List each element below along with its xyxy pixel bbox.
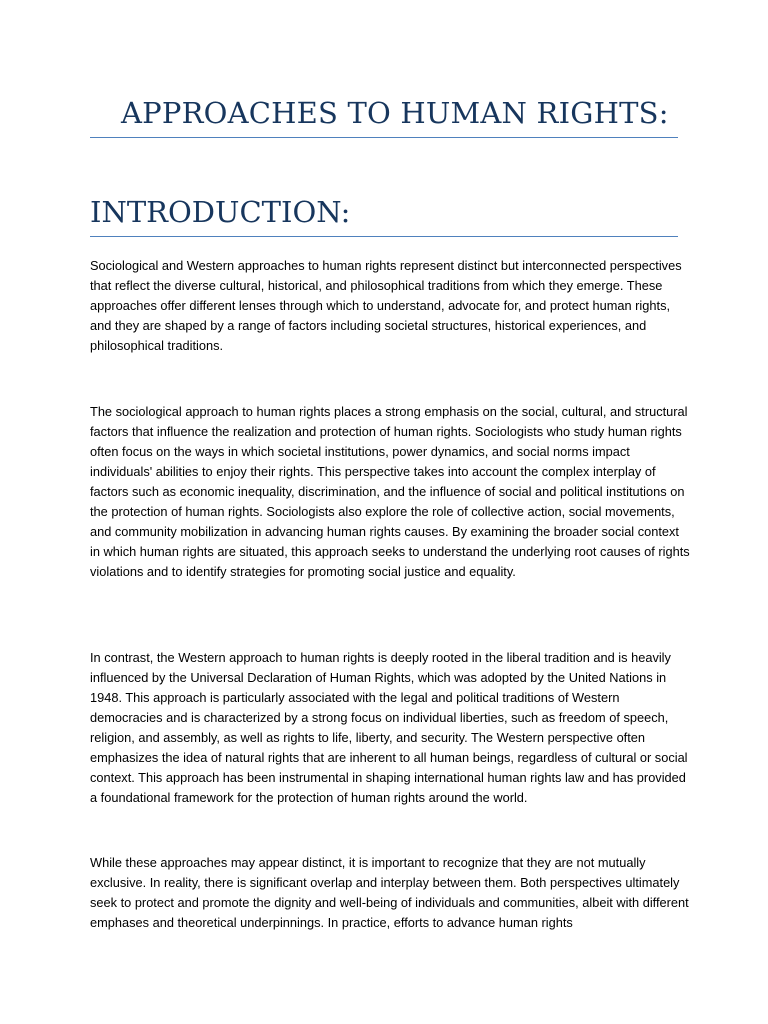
- paragraph-2: The sociological approach to human rights places a strong emphasis on the social, cultural, and structural factors that influence the realization and protection of human rights. Sociologists who study human rights often focus on the ways in which societal institutions, power dynamics, and social norms impact individuals' abilities to enjoy their rights. This perspective takes into account the complex interplay of factors such as economic inequality, discrimination, and the influence of social and political institutions on the protection of human rights. Sociologists also explore the role of collective action, social movements, and community mobilization in advancing human rights causes. By examining the broader social context in which human rights are situated, this approach seeks to understand the underlying root causes of rights violations and to identify strategies for promoting social justice and equality.: [90, 404, 690, 579]
- paragraph-3: In contrast, the Western approach to human rights is deeply rooted in the liberal tradition and is heavily influenced by the Universal Declaration of Human Rights, which was adopted by the United Nations in 1948. This approach is particularly associated with the legal and political traditions of Western democracies and is characterized by a strong focus on individual liberties, such as freedom of speech, religion, and assembly, as well as rights to life, liberty, and security. The Western perspective often emphasizes the idea of natural rights that are inherent to all human beings, regardless of cultural or social context. This approach has been instrumental in shaping international human rights law and has provided a foundational framework for the protection of human rights around the world.: [90, 650, 688, 805]
- paragraph-4: While these approaches may appear distinct, it is important to recognize that they are not mutually exclusive. In reality, there is significant overlap and interplay between them. Both perspectives ultimately seek to protect and promote the dignity and well-being of individuals and communities, albeit with different emphases and theoretical underpinnings. In practice, efforts to advance human rights: [90, 855, 689, 930]
- paragraph-1: Sociological and Western approaches to human rights represent distinct but interconnected perspectives that reflect the diverse cultural, historical, and philosophical traditions from which they emerge. These approaches offer different lenses through which to understand, advocate for, and protect human rights, and they are shaped by a range of factors including societal structures, historical experiences, and philosophical traditions.: [90, 258, 682, 353]
- section-heading-underline: [90, 236, 678, 237]
- document-title: APPROACHES TO HUMAN RIGHTS:: [121, 96, 669, 130]
- title-underline: [90, 137, 678, 138]
- section-heading-introduction: INTRODUCTION:: [90, 195, 351, 229]
